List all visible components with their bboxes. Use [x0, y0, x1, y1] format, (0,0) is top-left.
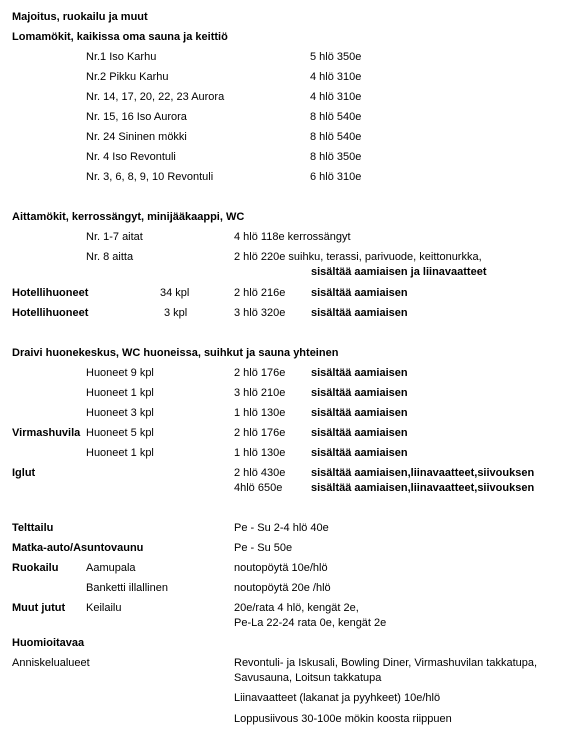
- draivi-room: Huoneet 1 kpl: [86, 387, 154, 399]
- virmashuvila-price: 2 hlö 176e: [234, 427, 286, 439]
- virmashuvila-room: Huoneet 5 kpl: [86, 427, 154, 439]
- muut-info: Pe-La 22-24 rata 0e, kengät 2e: [234, 617, 387, 629]
- iglu-note: sisältää aamiaisen,liinavaatteet,siivouksen: [311, 482, 535, 494]
- aitta-name: Nr. 1-7 aitat: [86, 231, 143, 243]
- lomamokki-name: Nr. 15, 16 Iso Aurora: [86, 111, 187, 123]
- virmashuvila-price: 1 hlö 130e: [234, 447, 286, 459]
- huomio-line: Savusauna, Loitsun takkatupa: [234, 672, 382, 684]
- aitta-name: Nr. 8 aitta: [86, 251, 134, 263]
- anniskelu-label: Anniskelualueet: [12, 657, 90, 669]
- lomamokki-info: 4 hlö 310e: [310, 71, 362, 83]
- iglu-note: sisältää aamiaisen,liinavaatteet,siivouksen: [311, 467, 535, 479]
- draivi-note: sisältää aamiaisen: [311, 367, 408, 379]
- muut-info: 20e/rata 4 hlö, kengät 2e,: [234, 602, 359, 614]
- muut-item: Keilailu: [86, 602, 122, 614]
- lomamokki-info: 8 hlö 540e: [310, 131, 362, 143]
- lomamokki-name: Nr. 24 Sininen mökki: [86, 131, 187, 143]
- muut-label: Muut jutut: [12, 602, 66, 614]
- draivi-note: sisältää aamiaisen: [311, 387, 408, 399]
- lomamokit-title: Lomamökit, kaikissa oma sauna ja keittiö: [12, 31, 228, 43]
- huomio-line: Revontuli- ja Iskusali, Bowling Diner, Virmashuvilan takkatupa,: [234, 657, 538, 669]
- telttailu-label: Telttailu: [12, 522, 54, 534]
- draivi-note: sisältää aamiaisen: [311, 407, 408, 419]
- ruokailu-label: Ruokailu: [12, 562, 59, 574]
- lomamokki-info: 4 hlö 310e: [310, 91, 362, 103]
- huomio-line: Loppusiivous 30-100e mökin koosta riippuen: [234, 713, 452, 725]
- ruokailu-item: Banketti illallinen: [86, 582, 168, 594]
- virmashuvila-room: Huoneet 1 kpl: [86, 447, 154, 459]
- iglu-price: 4hlö 650e: [234, 482, 283, 494]
- iglu-price: 2 hlö 430e: [234, 467, 286, 479]
- hotelli-price: 3 hlö 320e: [234, 307, 286, 319]
- lomamokki-name: Nr. 3, 6, 8, 9, 10 Revontuli: [86, 171, 214, 183]
- lomamokki-name: Nr.2 Pikku Karhu: [86, 71, 169, 83]
- ruokailu-item: Aamupala: [86, 562, 136, 574]
- lomamokki-info: 6 hlö 310e: [310, 171, 362, 183]
- draivi-title: Draivi huonekeskus, WC huoneissa, suihkut ja sauna yhteinen: [12, 347, 339, 359]
- matkaauto-info: Pe - Su 50e: [234, 542, 293, 554]
- virmashuvila-label: Virmashuvila: [12, 427, 81, 439]
- lomamokki-info: 5 hlö 350e: [310, 51, 362, 63]
- virmashuvila-note: sisältää aamiaisen: [311, 427, 408, 439]
- hotelli-label: Hotellihuoneet: [12, 287, 89, 299]
- lomamokki-info: 8 hlö 350e: [310, 151, 362, 163]
- draivi-price: 2 hlö 176e: [234, 367, 286, 379]
- draivi-price: 1 hlö 130e: [234, 407, 286, 419]
- aitta-extra: sisältää aamiaisen ja liinavaatteet: [311, 266, 487, 278]
- matkaauto-label: Matka-auto/Asuntovaunu: [12, 542, 144, 554]
- page-heading: Majoitus, ruokailu ja muut: [12, 11, 148, 23]
- lomamokki-info: 8 hlö 540e: [310, 111, 362, 123]
- hotelli-price: 2 hlö 216e: [234, 287, 286, 299]
- hotelli-label: Hotellihuoneet: [12, 307, 89, 319]
- virmashuvila-note: sisältää aamiaisen: [311, 447, 408, 459]
- aitta-info: 4 hlö 118e kerrossängyt: [234, 231, 351, 243]
- lomamokki-name: Nr. 4 Iso Revontuli: [86, 151, 176, 163]
- hotelli-count: 34 kpl: [160, 287, 190, 299]
- draivi-room: Huoneet 3 kpl: [86, 407, 154, 419]
- hotelli-note: sisältää aamiaisen: [311, 287, 408, 299]
- hotelli-count: 3 kpl: [164, 307, 188, 319]
- ruokailu-info: noutopöytä 10e/hlö: [234, 562, 328, 574]
- telttailu-info: Pe - Su 2-4 hlö 40e: [234, 522, 329, 534]
- huomioitavaa-label: Huomioitavaa: [12, 637, 85, 649]
- hotelli-note: sisältää aamiaisen: [311, 307, 408, 319]
- iglut-label: Iglut: [12, 467, 36, 479]
- draivi-price: 3 hlö 210e: [234, 387, 286, 399]
- ruokailu-info: noutopöytä 20e /hlö: [234, 582, 331, 594]
- lomamokki-name: Nr. 14, 17, 20, 22, 23 Aurora: [86, 91, 225, 103]
- huomio-line: Liinavaatteet (lakanat ja pyyhkeet) 10e/hlö: [234, 692, 441, 704]
- aittamokit-title: Aittamökit, kerrossängyt, minijääkaappi, WC: [12, 211, 245, 223]
- lomamokki-name: Nr.1 Iso Karhu: [86, 51, 157, 63]
- aitta-info: 2 hlö 220e suihku, terassi, parivuode, keittonurkka,: [234, 251, 482, 263]
- draivi-room: Huoneet 9 kpl: [86, 367, 154, 379]
